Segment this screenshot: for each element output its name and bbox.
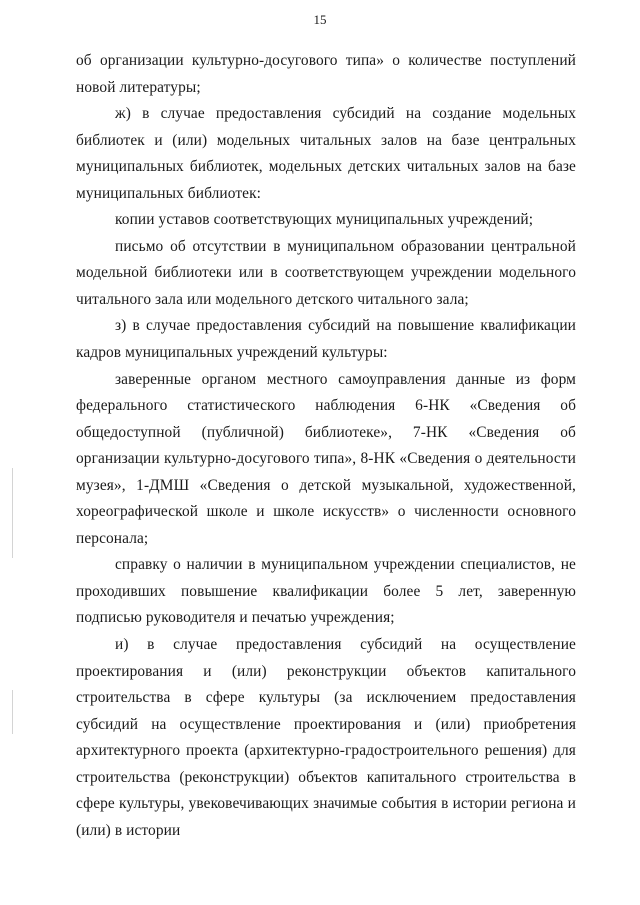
scan-edge-mark bbox=[12, 468, 13, 558]
paragraph: справку о наличии в муниципальном учреждении специалистов, не проходивших повышение квалификации более 5 лет, заверенную подписью руководителя и печатью учреждения; bbox=[76, 556, 576, 627]
scan-edge-mark bbox=[12, 690, 13, 734]
paragraph: ж) в случае предоставления субсидий на создание модельных библиотек и (или) модельных читальных залов на базе центральных муниципальных библиотек, модельных детских читальных залов на базе муниципальных библиотек: bbox=[76, 105, 576, 202]
page-number: 15 bbox=[313, 12, 327, 27]
paragraph: заверенные органом местного самоуправления данные из форм федерального статистического наблюдения 6-НК «Сведения об общедоступной (публичной) библиотеке», 7-НК «Сведения об организации культурно-досугового типа», 8-НК «Сведения о деятельности музея», 1-ДМШ «Сведения о детской музыкальной, художественной, хореографической школе и школе искусств» о численности основного персонала; bbox=[76, 370, 576, 547]
document-body bbox=[76, 48, 576, 844]
paragraph: и) в случае предоставления субсидий на осуществление проектирования и (или) реконструкции объектов капитального строительства в сфере культуры (за исключением предоставления субсидий на осуществление проектирования и (или) приобретения архитектурного проекта (архитектурно-градостроительного решения) для строительства (реконструкции) объектов капитального строительства в сфере культуры, увековечивающих значимые события в истории региона и (или) в истории bbox=[76, 636, 576, 839]
paragraph: копии уставов соответствующих муниципальных учреждений; bbox=[115, 211, 534, 229]
paragraph: з) в случае предоставления субсидий на повышение квалификации кадров муниципальных учреждений культуры: bbox=[76, 317, 576, 362]
paragraph: письмо об отсутствии в муниципальном образовании центральной модельной библиотеки или в соответствующем учреждении модельного читального зала или модельного детского читального зала; bbox=[76, 237, 576, 308]
paragraph: об организации культурно-досугового типа» о количестве поступлений новой литературы; bbox=[76, 52, 576, 96]
